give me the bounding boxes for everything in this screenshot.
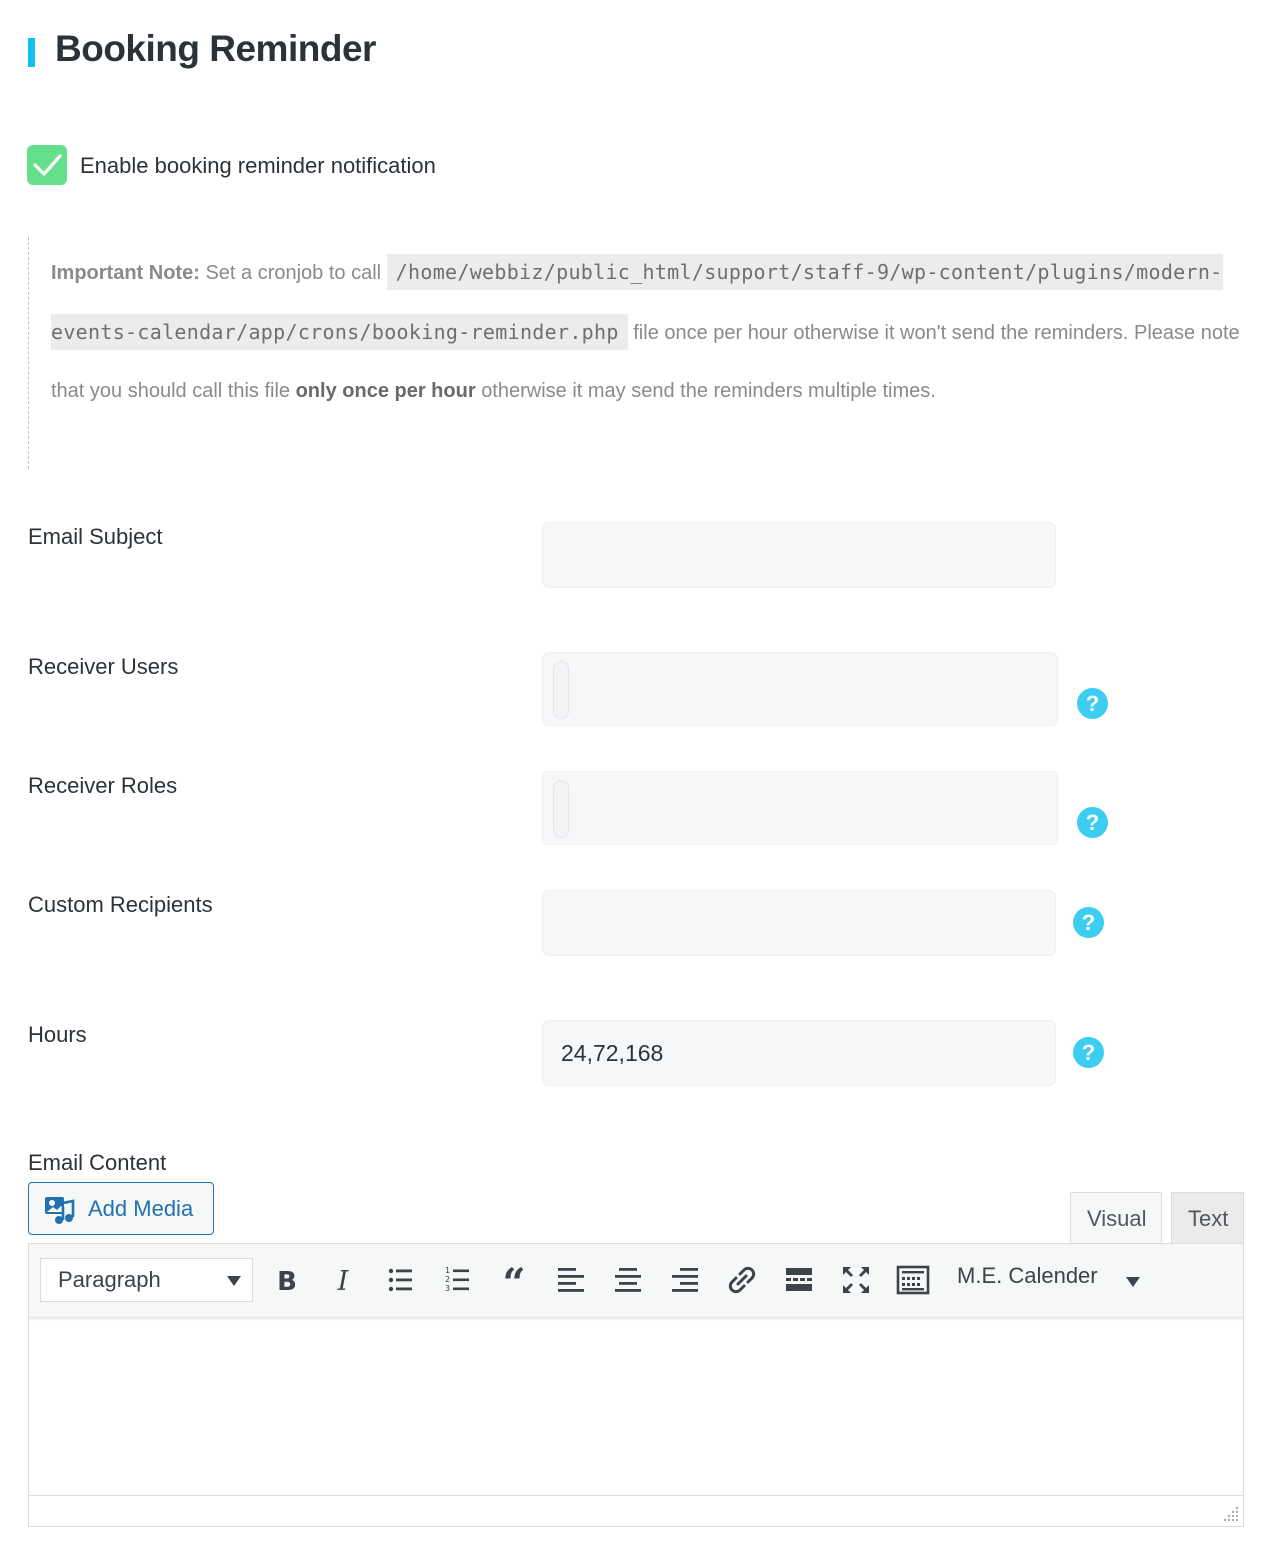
editor-statusbar (29, 1495, 1243, 1526)
italic-button[interactable] (323, 1260, 363, 1300)
tab-text[interactable] (1171, 1192, 1244, 1244)
receiver-roles-help-icon[interactable]: ? (1077, 807, 1108, 838)
numbered-list-button[interactable] (437, 1260, 477, 1300)
me-calendar-menu[interactable]: M.E. Calender (957, 1263, 1098, 1288)
editor-toolbar (29, 1244, 1243, 1318)
add-media-button[interactable] (28, 1182, 214, 1235)
note-text-2: file once per hour otherwise it won't send the reminders. Please note that you should call this file (51, 321, 1240, 402)
bullet-list-button[interactable] (380, 1260, 420, 1300)
align-center-button[interactable] (608, 1260, 648, 1300)
receiver-users-help-icon[interactable]: ? (1077, 688, 1108, 719)
hours-input[interactable] (543, 1021, 1055, 1085)
hours-label: Hours (28, 1022, 87, 1047)
title-accent-bar (28, 38, 35, 67)
format-select-label: Paragraph (58, 1267, 161, 1292)
chevron-down-icon (227, 1276, 241, 1286)
add-media-label: Add Media (88, 1196, 194, 1221)
custom-recipients-help-icon[interactable]: ? (1073, 907, 1104, 938)
link-button[interactable] (722, 1260, 762, 1300)
note-label: Important Note: (51, 262, 200, 284)
page-title: Booking Reminder (55, 28, 376, 69)
receiver-users-search[interactable] (553, 661, 569, 719)
email-subject-input[interactable] (543, 523, 1055, 587)
custom-recipients-field[interactable] (542, 890, 1056, 956)
format-select[interactable] (40, 1258, 253, 1302)
italic-icon (323, 1260, 363, 1300)
enable-reminder-checkbox[interactable] (27, 145, 67, 185)
hours-field[interactable] (542, 1020, 1056, 1086)
hours-help-icon[interactable]: ? (1073, 1037, 1104, 1068)
receiver-roles-label: Receiver Roles (28, 773, 178, 798)
email-subject-field[interactable] (542, 522, 1056, 588)
svg-text:I: I (337, 1266, 349, 1297)
toolbar-toggle-icon (893, 1260, 933, 1300)
resize-handle-icon[interactable] (1222, 1505, 1240, 1523)
bold-button[interactable] (267, 1260, 307, 1300)
enable-reminder-label[interactable]: Enable booking reminder notification (80, 153, 436, 178)
tab-text-label: Text (1188, 1206, 1229, 1231)
align-left-icon (551, 1260, 591, 1300)
blockquote-icon (494, 1260, 534, 1300)
link-icon (722, 1260, 762, 1300)
align-center-icon (608, 1260, 648, 1300)
important-note (28, 237, 1239, 469)
svg-text:2: 2 (445, 1275, 451, 1284)
bold-icon (267, 1260, 307, 1300)
receiver-roles-select[interactable] (542, 771, 1058, 845)
note-text-3: otherwise it may send the reminders multiple times. (481, 380, 936, 402)
read-more-button[interactable] (779, 1260, 819, 1300)
svg-text:B: B (277, 1267, 297, 1297)
custom-recipients-label: Custom Recipients (28, 892, 213, 917)
note-text-1: Set a cronjob to call (205, 262, 382, 284)
toolbar-toggle-button[interactable] (893, 1260, 933, 1300)
blockquote-button[interactable] (494, 1260, 534, 1300)
receiver-users-label: Receiver Users (28, 654, 179, 679)
svg-text:1: 1 (445, 1266, 451, 1275)
fullscreen-icon (836, 1260, 876, 1300)
align-right-button[interactable] (665, 1260, 705, 1300)
receiver-users-select[interactable] (542, 652, 1058, 726)
email-subject-label: Email Subject (28, 524, 163, 549)
toolbar-shadow (29, 1317, 1243, 1321)
read-more-icon (779, 1260, 819, 1300)
checkmark-icon (27, 145, 67, 185)
note-emphasis: only once per hour (295, 380, 476, 402)
important-note-text (51, 243, 1241, 421)
me-calendar-chevron-down-icon[interactable] (1126, 1277, 1140, 1287)
cron-path: /home/webbiz/public_html/support/staff-9/wp-content/plugins/modern-events-calendar/app/crons/booking-reminder.php (51, 254, 1223, 350)
email-content-label: Email Content (28, 1150, 167, 1175)
align-right-icon (665, 1260, 705, 1300)
email-content-editor (28, 1243, 1244, 1527)
tab-visual-label: Visual (1087, 1206, 1147, 1231)
tab-visual[interactable] (1070, 1192, 1162, 1244)
numbered-list-icon (437, 1260, 477, 1300)
align-left-button[interactable] (551, 1260, 591, 1300)
svg-text:“: “ (502, 1260, 526, 1300)
bullet-list-icon (380, 1260, 420, 1300)
media-icon (44, 1195, 76, 1225)
svg-text:3: 3 (445, 1284, 451, 1293)
receiver-roles-search[interactable] (553, 780, 569, 838)
fullscreen-button[interactable] (836, 1260, 876, 1300)
custom-recipients-input[interactable] (543, 891, 1055, 955)
